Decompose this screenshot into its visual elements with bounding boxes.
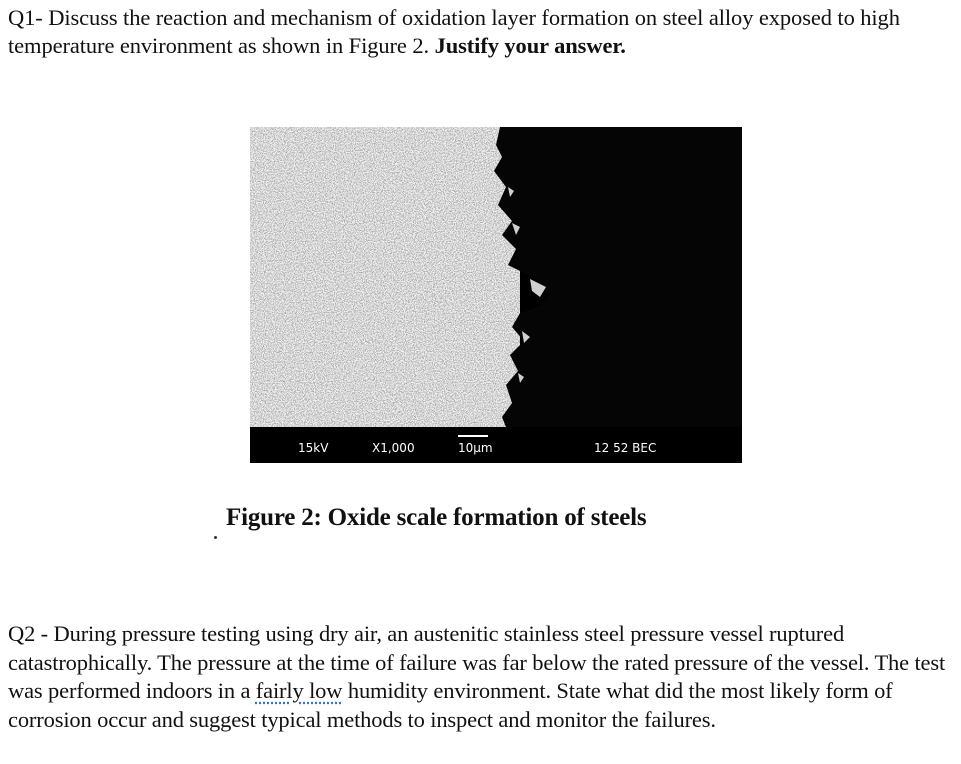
magnification-label: X1,000 bbox=[372, 441, 415, 455]
question-1 bbox=[8, 4, 958, 60]
sem-micrograph bbox=[250, 127, 742, 463]
metal-substrate-region bbox=[250, 127, 520, 427]
stray-dot bbox=[214, 536, 217, 539]
voltage-label: 15kV bbox=[298, 441, 329, 455]
micrograph-info-label: 12 52 BEC bbox=[594, 441, 657, 455]
question-2-text-end: humidity environment. State what did the most likely form of corrosion occur and suggest typical methods to inspect and monitor the failures. bbox=[8, 678, 893, 732]
oxide-scale-region bbox=[494, 127, 742, 427]
question-1-text: Q1- Discuss the reaction and mechanism of oxidation layer formation on steel alloy exposed to high temperature environment as shown in Figure 2. bbox=[8, 5, 900, 58]
scale-label: 10μm bbox=[458, 441, 493, 455]
sem-micrograph-figure bbox=[250, 127, 742, 463]
question-2-text-start: Q2 - During pressure testing using dry air, an austenitic stainless steel pressure vessel ruptured catastrophically. The pressure at the time of failure was far below the rated pressure of the vessel. The test was performed indoors in a bbox=[8, 621, 946, 703]
question-1-bold-instruction: Justify your answer. bbox=[434, 33, 626, 58]
grammar-marked-phrase[interactable]: fairly low bbox=[255, 678, 343, 703]
figure-caption: Figure 2: Oxide scale formation of steels bbox=[226, 504, 647, 531]
question-2 bbox=[8, 620, 958, 734]
